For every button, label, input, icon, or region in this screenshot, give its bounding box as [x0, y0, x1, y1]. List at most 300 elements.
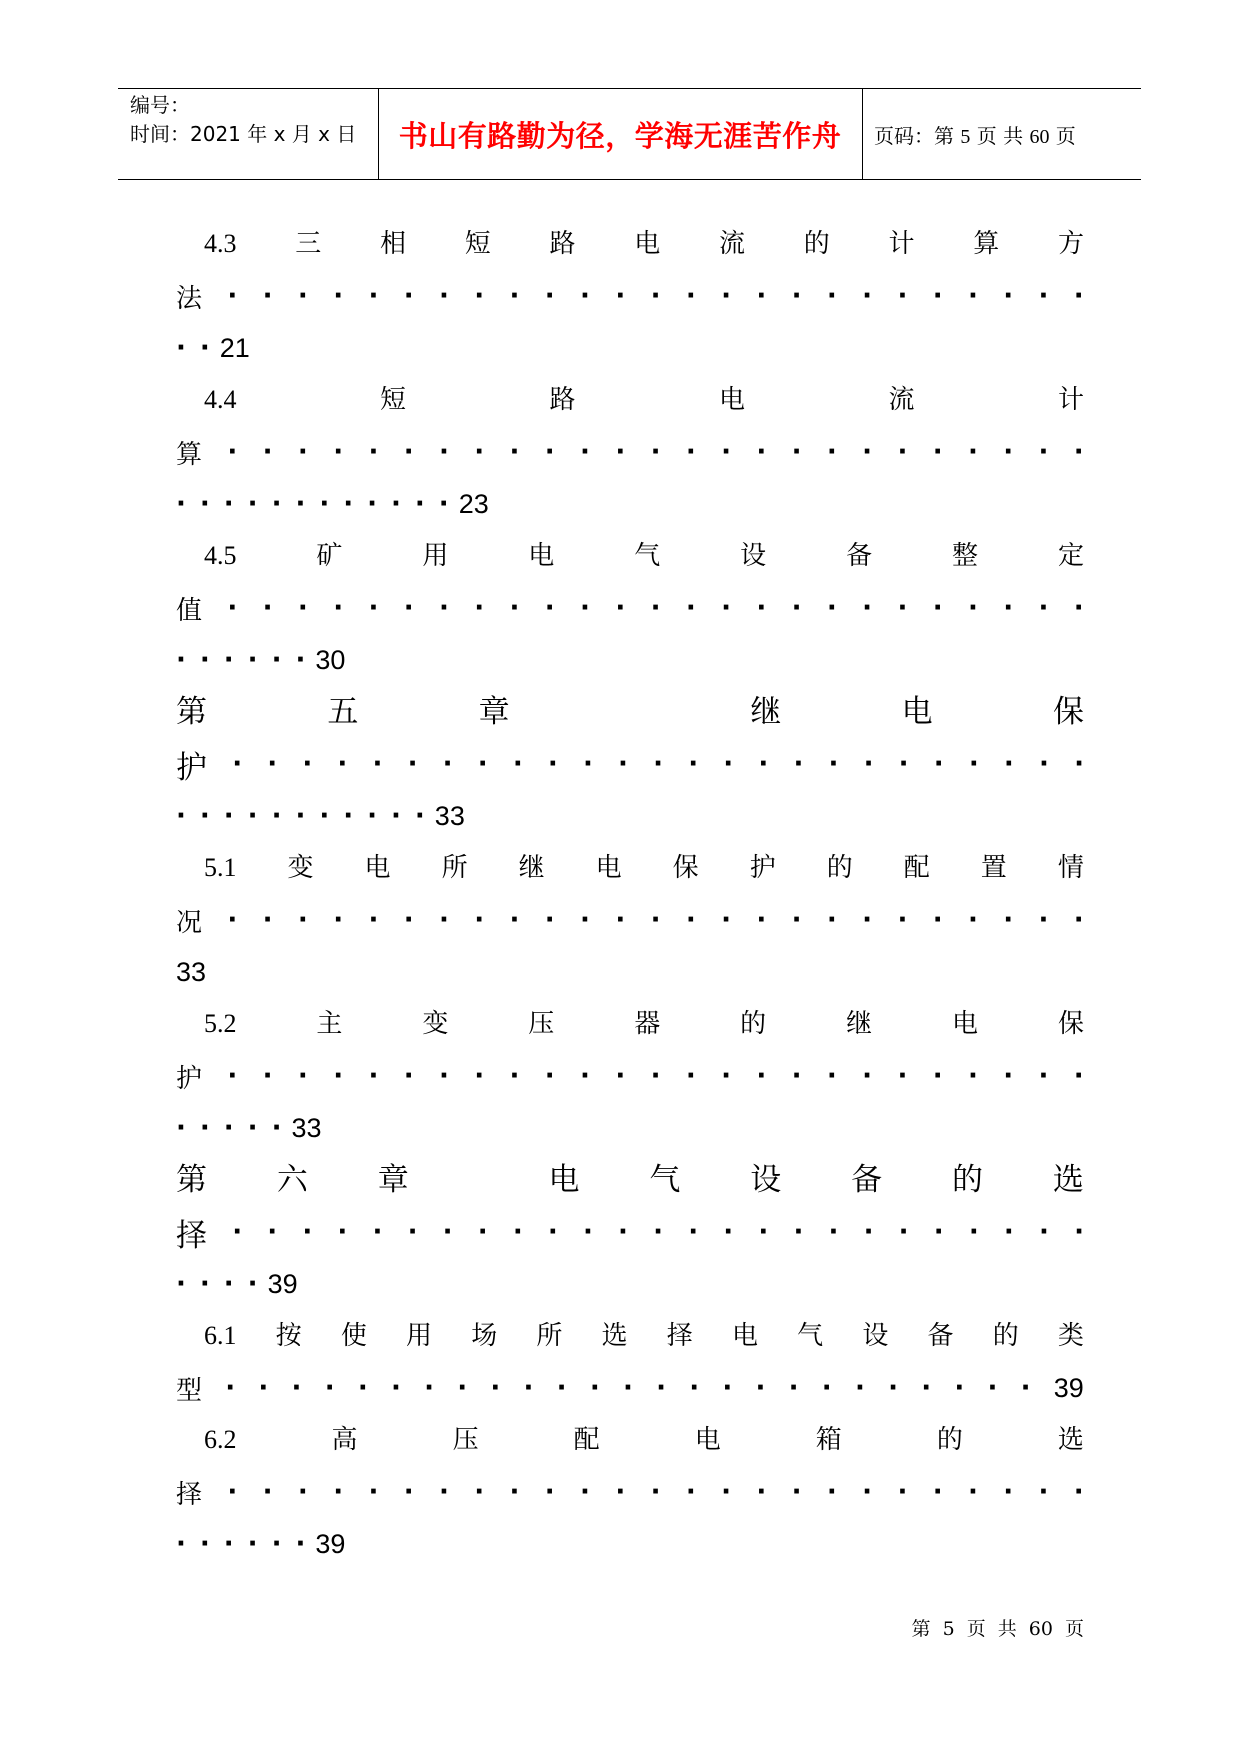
- leader-dot: ·: [791, 281, 802, 311]
- toc-entry-title-char: 配: [573, 1425, 600, 1455]
- toc-entry-title-char: 相: [379, 229, 406, 259]
- leader-dot: ·: [791, 593, 802, 623]
- leader-dot: ·: [898, 749, 909, 779]
- toc-entry-number: 6.2: [204, 1425, 237, 1454]
- toc-entry[interactable]: [176, 842, 1084, 998]
- leader-dot: ·: [176, 1269, 186, 1299]
- toc-entry-title-char: 情: [1057, 853, 1084, 883]
- leader-dot: ·: [897, 281, 908, 311]
- toc-entry-title-char: 的: [936, 1425, 963, 1455]
- leader-dot: ·: [544, 1477, 555, 1507]
- leader-dot: ·: [615, 437, 626, 467]
- leader-dot: ·: [176, 489, 186, 519]
- toc-entry-title-char: 算: [973, 229, 1000, 259]
- leader-dot: ·: [1003, 1061, 1014, 1091]
- toc-entry-title-char: 保: [1057, 1009, 1084, 1039]
- leader-dot: ·: [897, 437, 908, 467]
- leader-dot: ·: [199, 1113, 210, 1143]
- leader-dot: ·: [862, 1477, 873, 1507]
- toc-entry-title-char: 短: [379, 385, 406, 415]
- leader-dot: ·: [414, 801, 425, 831]
- leader-dot: ·: [756, 1061, 767, 1091]
- leader-dot: ·: [589, 1373, 600, 1403]
- leader-dot: ·: [302, 749, 313, 779]
- leader-dot: ·: [756, 905, 767, 935]
- leader-dot: ·: [223, 801, 234, 831]
- leader-dot: ·: [262, 1477, 273, 1507]
- leader-dot: ·: [685, 1477, 696, 1507]
- toc-entry-number: 6.1: [204, 1321, 237, 1350]
- leader-dot: ·: [403, 1477, 414, 1507]
- leader-dot: ·: [199, 489, 210, 519]
- leader-dot: ·: [1003, 1217, 1014, 1247]
- toc-entry-title-char: 电: [952, 1009, 979, 1039]
- leader-dot: ·: [932, 281, 943, 311]
- leader-dot: ·: [615, 1477, 626, 1507]
- leader-dot: ·: [933, 749, 944, 779]
- leader-dot: ·: [1020, 1373, 1031, 1403]
- leader-dot: ·: [225, 1373, 236, 1403]
- leader-dot: ·: [391, 489, 401, 519]
- leader-dot: ·: [987, 1373, 998, 1403]
- toc-entry-title-char: 况: [176, 907, 203, 938]
- page-end: 页: [1055, 124, 1076, 148]
- toc-entry-title-char: 整: [952, 541, 979, 571]
- leader-dot: ·: [390, 1373, 401, 1403]
- leader-dot: ·: [223, 489, 234, 519]
- page-number: 5: [960, 126, 971, 148]
- leader-dot: ·: [897, 1061, 908, 1091]
- toc-entry-title-char: 继: [846, 1009, 873, 1039]
- leader-dot: ·: [933, 1217, 944, 1247]
- leader-dot: ·: [1038, 593, 1049, 623]
- leader-dot: ·: [791, 1477, 802, 1507]
- toc-entry[interactable]: [176, 530, 1084, 686]
- leader-dot: ·: [1003, 281, 1014, 311]
- toc-entry-title-char: 章: [377, 1162, 409, 1198]
- toc-entry-title-char: 设: [740, 541, 767, 571]
- leader-dot: ·: [1073, 1061, 1084, 1091]
- leader-dot: ·: [967, 437, 978, 467]
- toc-entry-title-char: 的: [952, 1162, 983, 1198]
- leader-dot: ·: [615, 905, 626, 935]
- leader-dot: ·: [863, 1217, 874, 1247]
- leader-dot: ·: [888, 1373, 898, 1403]
- toc-entry-number: 4.5: [204, 541, 237, 570]
- toc-entry-title-char: 继: [750, 694, 782, 730]
- leader-dot: ·: [580, 905, 590, 935]
- leader-dot: ·: [854, 1373, 865, 1403]
- leader-dot: ·: [544, 281, 555, 311]
- leader-dot: ·: [319, 801, 330, 831]
- toc-entry[interactable]: [176, 686, 1084, 842]
- leader-dot: ·: [267, 749, 278, 779]
- toc-entry-title-char: 高: [331, 1425, 358, 1455]
- toc-entry-title-char: 变: [422, 1009, 449, 1039]
- leader-dot: ·: [650, 1061, 661, 1091]
- toc-entry-title-char: 配: [903, 853, 930, 883]
- leader-dot: ·: [227, 281, 238, 311]
- leader-dot: ·: [414, 489, 425, 519]
- leader-dot: ·: [656, 1373, 666, 1403]
- leader-dot: ·: [438, 1477, 449, 1507]
- toc-entry-number: 第: [176, 694, 207, 730]
- leader-dot: ·: [544, 905, 555, 935]
- toc-entry-title-char: 短: [464, 229, 491, 259]
- toc-entry-title-char: 所: [536, 1321, 563, 1351]
- leader-dot: ·: [582, 749, 593, 779]
- leader-dot: ·: [618, 1217, 628, 1247]
- leader-dot: ·: [223, 1269, 234, 1299]
- leader-dot: ·: [580, 437, 590, 467]
- toc-entry-title-char: 电: [595, 853, 622, 883]
- toc-page-number: 33: [291, 1112, 322, 1143]
- leader-dot: ·: [176, 645, 186, 675]
- toc-entry[interactable]: [176, 1154, 1084, 1310]
- number-label: 编号：: [130, 93, 190, 117]
- leader-dot: ·: [967, 593, 978, 623]
- leader-dot: ·: [474, 437, 485, 467]
- leader-dot: ·: [618, 749, 628, 779]
- leader-dot: ·: [247, 801, 258, 831]
- toc-entry-title-char: 电: [718, 385, 745, 415]
- leader-dot: ·: [756, 437, 767, 467]
- leader-dot: ·: [932, 1061, 943, 1091]
- leader-dot: ·: [512, 749, 523, 779]
- leader-dot: ·: [967, 1061, 978, 1091]
- leader-dot: ·: [653, 1217, 664, 1247]
- leader-dot: ·: [688, 749, 699, 779]
- leader-dot: ·: [615, 1061, 626, 1091]
- toc-entry-title-char: 变: [287, 853, 314, 883]
- toc-entry-title-char: 护: [176, 1063, 203, 1094]
- toc-entry-number: 5.2: [204, 1009, 237, 1038]
- leader-dot: ·: [650, 437, 661, 467]
- toc-entry-title-char: 气: [797, 1321, 824, 1351]
- page-total: 60: [1029, 126, 1050, 148]
- toc-entry-number: 4.3: [204, 229, 237, 258]
- toc-page-number: 39: [315, 1528, 346, 1559]
- leader-dot: ·: [967, 905, 978, 935]
- toc-entry-title-char: 择: [176, 1217, 207, 1254]
- leader-dot: ·: [438, 281, 449, 311]
- leader-dot: ·: [302, 1217, 313, 1247]
- leader-dot: ·: [650, 281, 661, 311]
- toc-entry-title-char: 选: [1052, 1162, 1084, 1198]
- toc-entry-title-char: 电: [694, 1425, 721, 1455]
- toc-entry[interactable]: [176, 998, 1084, 1154]
- leader-dot: ·: [650, 593, 661, 623]
- leader-dot: ·: [688, 1217, 699, 1247]
- leader-dot: ·: [295, 489, 306, 519]
- toc-entry-title-char: 压: [452, 1425, 479, 1455]
- leader-dot: ·: [324, 1373, 335, 1403]
- leader-dot: ·: [424, 1373, 434, 1403]
- leader-dot: ·: [474, 1061, 485, 1091]
- toc-page-number: 39: [1053, 1372, 1084, 1403]
- toc-entry-title-char: 护: [176, 749, 207, 786]
- toc-entry-title-char: 章: [478, 694, 510, 730]
- leader-dot: ·: [862, 1061, 873, 1091]
- leader-dot: ·: [932, 593, 943, 623]
- leader-dot: ·: [368, 593, 379, 623]
- leader-dot: ·: [791, 437, 802, 467]
- leader-dot: ·: [509, 437, 520, 467]
- page-label: 页码：第: [874, 124, 954, 148]
- leader-dot: ·: [227, 1477, 238, 1507]
- leader-dot: ·: [223, 1529, 234, 1559]
- leader-dot: ·: [788, 1373, 799, 1403]
- leader-dot: ·: [407, 1217, 418, 1247]
- header-bottom-rule: [118, 179, 1141, 180]
- leader-dot: ·: [756, 281, 767, 311]
- toc-entry-title-char: 计: [888, 229, 915, 259]
- leader-dot: ·: [333, 1477, 344, 1507]
- leader-dot: ·: [438, 905, 449, 935]
- toc-entry-title-char: 五: [327, 694, 359, 730]
- leader-dot: ·: [199, 645, 210, 675]
- leader-dot: ·: [1073, 593, 1084, 623]
- leader-dot: ·: [544, 1061, 555, 1091]
- leader-dot: ·: [723, 749, 734, 779]
- leader-dot: ·: [758, 749, 769, 779]
- page-header: [118, 88, 1141, 180]
- toc-page-number: 23: [458, 488, 489, 519]
- leader-dot: ·: [1038, 1217, 1049, 1247]
- toc-entry-title-char: 路: [549, 385, 576, 415]
- toc-entry-title-char: 电: [548, 1162, 580, 1198]
- leader-dot: ·: [756, 593, 767, 623]
- leader-dot: ·: [367, 489, 378, 519]
- leader-dot: ·: [826, 1061, 837, 1091]
- toc-page-number: 33: [176, 956, 207, 987]
- toc-entry-title-char: 电: [634, 229, 661, 259]
- leader-dot: ·: [721, 281, 731, 311]
- toc-entry-title-char: 备: [927, 1321, 954, 1351]
- toc-entry[interactable]: [176, 374, 1084, 530]
- leader-dot: ·: [826, 281, 837, 311]
- leader-dot: ·: [1074, 749, 1084, 779]
- toc-entry-title-char: 计: [1057, 385, 1084, 415]
- toc-entry-title-char: 法: [176, 283, 203, 314]
- leader-dot: ·: [544, 593, 555, 623]
- toc-entry-title-char: 保: [672, 853, 699, 883]
- leader-dot: ·: [1073, 437, 1084, 467]
- toc-entry-number: 4.4: [204, 385, 237, 414]
- toc-entry-title-char: 定: [1057, 541, 1084, 571]
- leader-dot: ·: [368, 1061, 379, 1091]
- toc-entry-title-char: 置: [980, 853, 1007, 883]
- leader-dot: ·: [898, 1217, 909, 1247]
- leader-dot: ·: [176, 1529, 186, 1559]
- leader-dot: ·: [1073, 281, 1084, 311]
- leader-dot: ·: [544, 437, 555, 467]
- leader-dot: ·: [223, 645, 234, 675]
- toc-entry-title-char: 六: [276, 1162, 308, 1198]
- leader-dot: ·: [438, 489, 449, 519]
- leader-dot: ·: [333, 1061, 344, 1091]
- leader-dot: ·: [1003, 749, 1014, 779]
- leader-dot: ·: [337, 749, 348, 779]
- leader-dot: ·: [367, 801, 378, 831]
- leader-dot: ·: [932, 1477, 943, 1507]
- leader-dot: ·: [457, 1373, 468, 1403]
- leader-dot: ·: [580, 281, 590, 311]
- leader-dot: ·: [1003, 593, 1014, 623]
- toc-entry-title-char: 择: [176, 1479, 203, 1510]
- toc-entry-title-char: 设: [750, 1162, 782, 1198]
- leader-dot: ·: [199, 333, 210, 363]
- toc-entry-title-char: 择: [666, 1321, 693, 1351]
- leader-dot: ·: [1038, 749, 1049, 779]
- leader-dot: ·: [474, 281, 485, 311]
- toc-entry-title-char: 的: [992, 1321, 1019, 1351]
- leader-dot: ·: [828, 1217, 839, 1247]
- leader-dot: ·: [580, 593, 590, 623]
- leader-dot: ·: [368, 1477, 379, 1507]
- leader-dot: ·: [295, 801, 306, 831]
- leader-dot: ·: [262, 281, 273, 311]
- leader-dot: ·: [319, 489, 330, 519]
- leader-dot: ·: [1073, 905, 1084, 935]
- leader-dot: ·: [826, 437, 837, 467]
- leader-dot: ·: [512, 1217, 523, 1247]
- toc-entry[interactable]: [176, 1310, 1084, 1414]
- toc-entry-title-char: 的: [740, 1009, 767, 1039]
- leader-dot: ·: [262, 593, 273, 623]
- leader-dot: ·: [723, 1217, 734, 1247]
- time-label: 时间：2021 年 x 月 x 日: [130, 122, 357, 146]
- toc-entry-title-char: 电: [364, 853, 391, 883]
- toc-entry-title-char: 用: [422, 541, 449, 571]
- page-footer: 第 5 页 共 60 页: [911, 1618, 1084, 1640]
- leader-dot: ·: [685, 1061, 696, 1091]
- leader-dot: ·: [722, 1373, 733, 1403]
- toc-entry-title-char: 场: [471, 1321, 498, 1351]
- toc-entry-title-char: 的: [826, 853, 853, 883]
- leader-dot: ·: [897, 593, 908, 623]
- leader-dot: ·: [1038, 905, 1049, 935]
- toc-entry-title-char: 流: [718, 229, 745, 259]
- leader-dot: ·: [297, 437, 308, 467]
- leader-dot: ·: [227, 905, 238, 935]
- toc-entry-number: 第: [176, 1162, 207, 1198]
- leader-dot: ·: [477, 749, 488, 779]
- toc-entry-number: 5.1: [204, 853, 237, 882]
- leader-dot: ·: [403, 593, 414, 623]
- leader-dot: ·: [826, 1477, 837, 1507]
- toc-entry-title-char: 电: [731, 1321, 758, 1351]
- toc-entry-title-char: 气: [634, 541, 661, 571]
- leader-dot: ·: [271, 1529, 282, 1559]
- leader-dot: ·: [793, 749, 804, 779]
- leader-dot: ·: [176, 333, 186, 363]
- leader-dot: ·: [509, 905, 520, 935]
- leader-dot: ·: [372, 749, 383, 779]
- leader-dot: ·: [474, 1477, 485, 1507]
- leader-dot: ·: [547, 1217, 558, 1247]
- leader-dot: ·: [509, 593, 520, 623]
- leader-dot: ·: [1038, 1477, 1049, 1507]
- leader-dot: ·: [247, 489, 258, 519]
- page-code: [874, 120, 1076, 149]
- header-meta: [130, 91, 356, 149]
- leader-dot: ·: [297, 281, 308, 311]
- leader-dot: ·: [223, 1113, 234, 1143]
- leader-dot: ·: [199, 1529, 210, 1559]
- leader-dot: ·: [954, 1373, 965, 1403]
- toc-page-number: 21: [219, 332, 250, 363]
- leader-dot: ·: [509, 1061, 520, 1091]
- toc-entry[interactable]: [176, 218, 1084, 374]
- motto: 书山有路勤为径，学海无涯苦作舟: [398, 119, 842, 153]
- leader-dot: ·: [685, 437, 696, 467]
- toc-entry-title-char: 路: [549, 229, 576, 259]
- leader-dot: ·: [755, 1373, 766, 1403]
- leader-dot: ·: [199, 801, 210, 831]
- leader-dot: ·: [968, 1217, 979, 1247]
- leader-dot: ·: [247, 1113, 258, 1143]
- toc-entry-title-char: 箱: [815, 1425, 842, 1455]
- leader-dot: ·: [862, 281, 873, 311]
- leader-dot: ·: [442, 749, 453, 779]
- toc-entry-title-char: 值: [176, 595, 203, 626]
- leader-dot: ·: [1003, 1477, 1014, 1507]
- toc-entry-title-char: 矿: [316, 541, 343, 571]
- leader-dot: ·: [267, 1217, 278, 1247]
- leader-dot: ·: [968, 749, 979, 779]
- leader-dot: ·: [368, 905, 379, 935]
- leader-dot: ·: [523, 1373, 534, 1403]
- page-mid: 页 共: [976, 124, 1024, 148]
- leader-dot: ·: [653, 749, 664, 779]
- toc-entry-title-char: 方: [1057, 229, 1084, 259]
- leader-dot: ·: [721, 905, 731, 935]
- leader-dot: ·: [258, 1373, 269, 1403]
- leader-dot: ·: [556, 1373, 567, 1403]
- leader-dot: ·: [685, 905, 696, 935]
- leader-dot: ·: [297, 593, 308, 623]
- toc-entry-title-char: 使: [340, 1321, 367, 1351]
- leader-dot: ·: [1003, 905, 1014, 935]
- leader-dot: ·: [227, 437, 238, 467]
- toc-entry-title-char: 设: [862, 1321, 889, 1351]
- leader-dot: ·: [1074, 1217, 1084, 1247]
- leader-dot: ·: [368, 281, 379, 311]
- leader-dot: ·: [474, 905, 485, 935]
- leader-dot: ·: [650, 1477, 661, 1507]
- toc-entry-title-char: 护: [749, 853, 776, 883]
- leader-dot: ·: [333, 281, 344, 311]
- leader-dot: ·: [297, 1477, 308, 1507]
- leader-dot: ·: [227, 1061, 238, 1091]
- leader-dot: ·: [685, 593, 696, 623]
- leader-dot: ·: [262, 437, 273, 467]
- leader-dot: ·: [615, 281, 626, 311]
- leader-dot: ·: [232, 1217, 243, 1247]
- leader-dot: ·: [271, 489, 282, 519]
- leader-dot: ·: [1038, 437, 1049, 467]
- toc-entry-title-char: 所: [441, 853, 468, 883]
- toc-entry-title-char: 器: [634, 1009, 661, 1039]
- toc-entry[interactable]: [176, 1414, 1084, 1570]
- leader-dot: ·: [689, 1373, 700, 1403]
- leader-dot: ·: [967, 1477, 978, 1507]
- leader-dot: ·: [721, 1061, 731, 1091]
- leader-dot: ·: [343, 801, 354, 831]
- leader-dot: ·: [862, 593, 873, 623]
- leader-dot: ·: [438, 1061, 449, 1091]
